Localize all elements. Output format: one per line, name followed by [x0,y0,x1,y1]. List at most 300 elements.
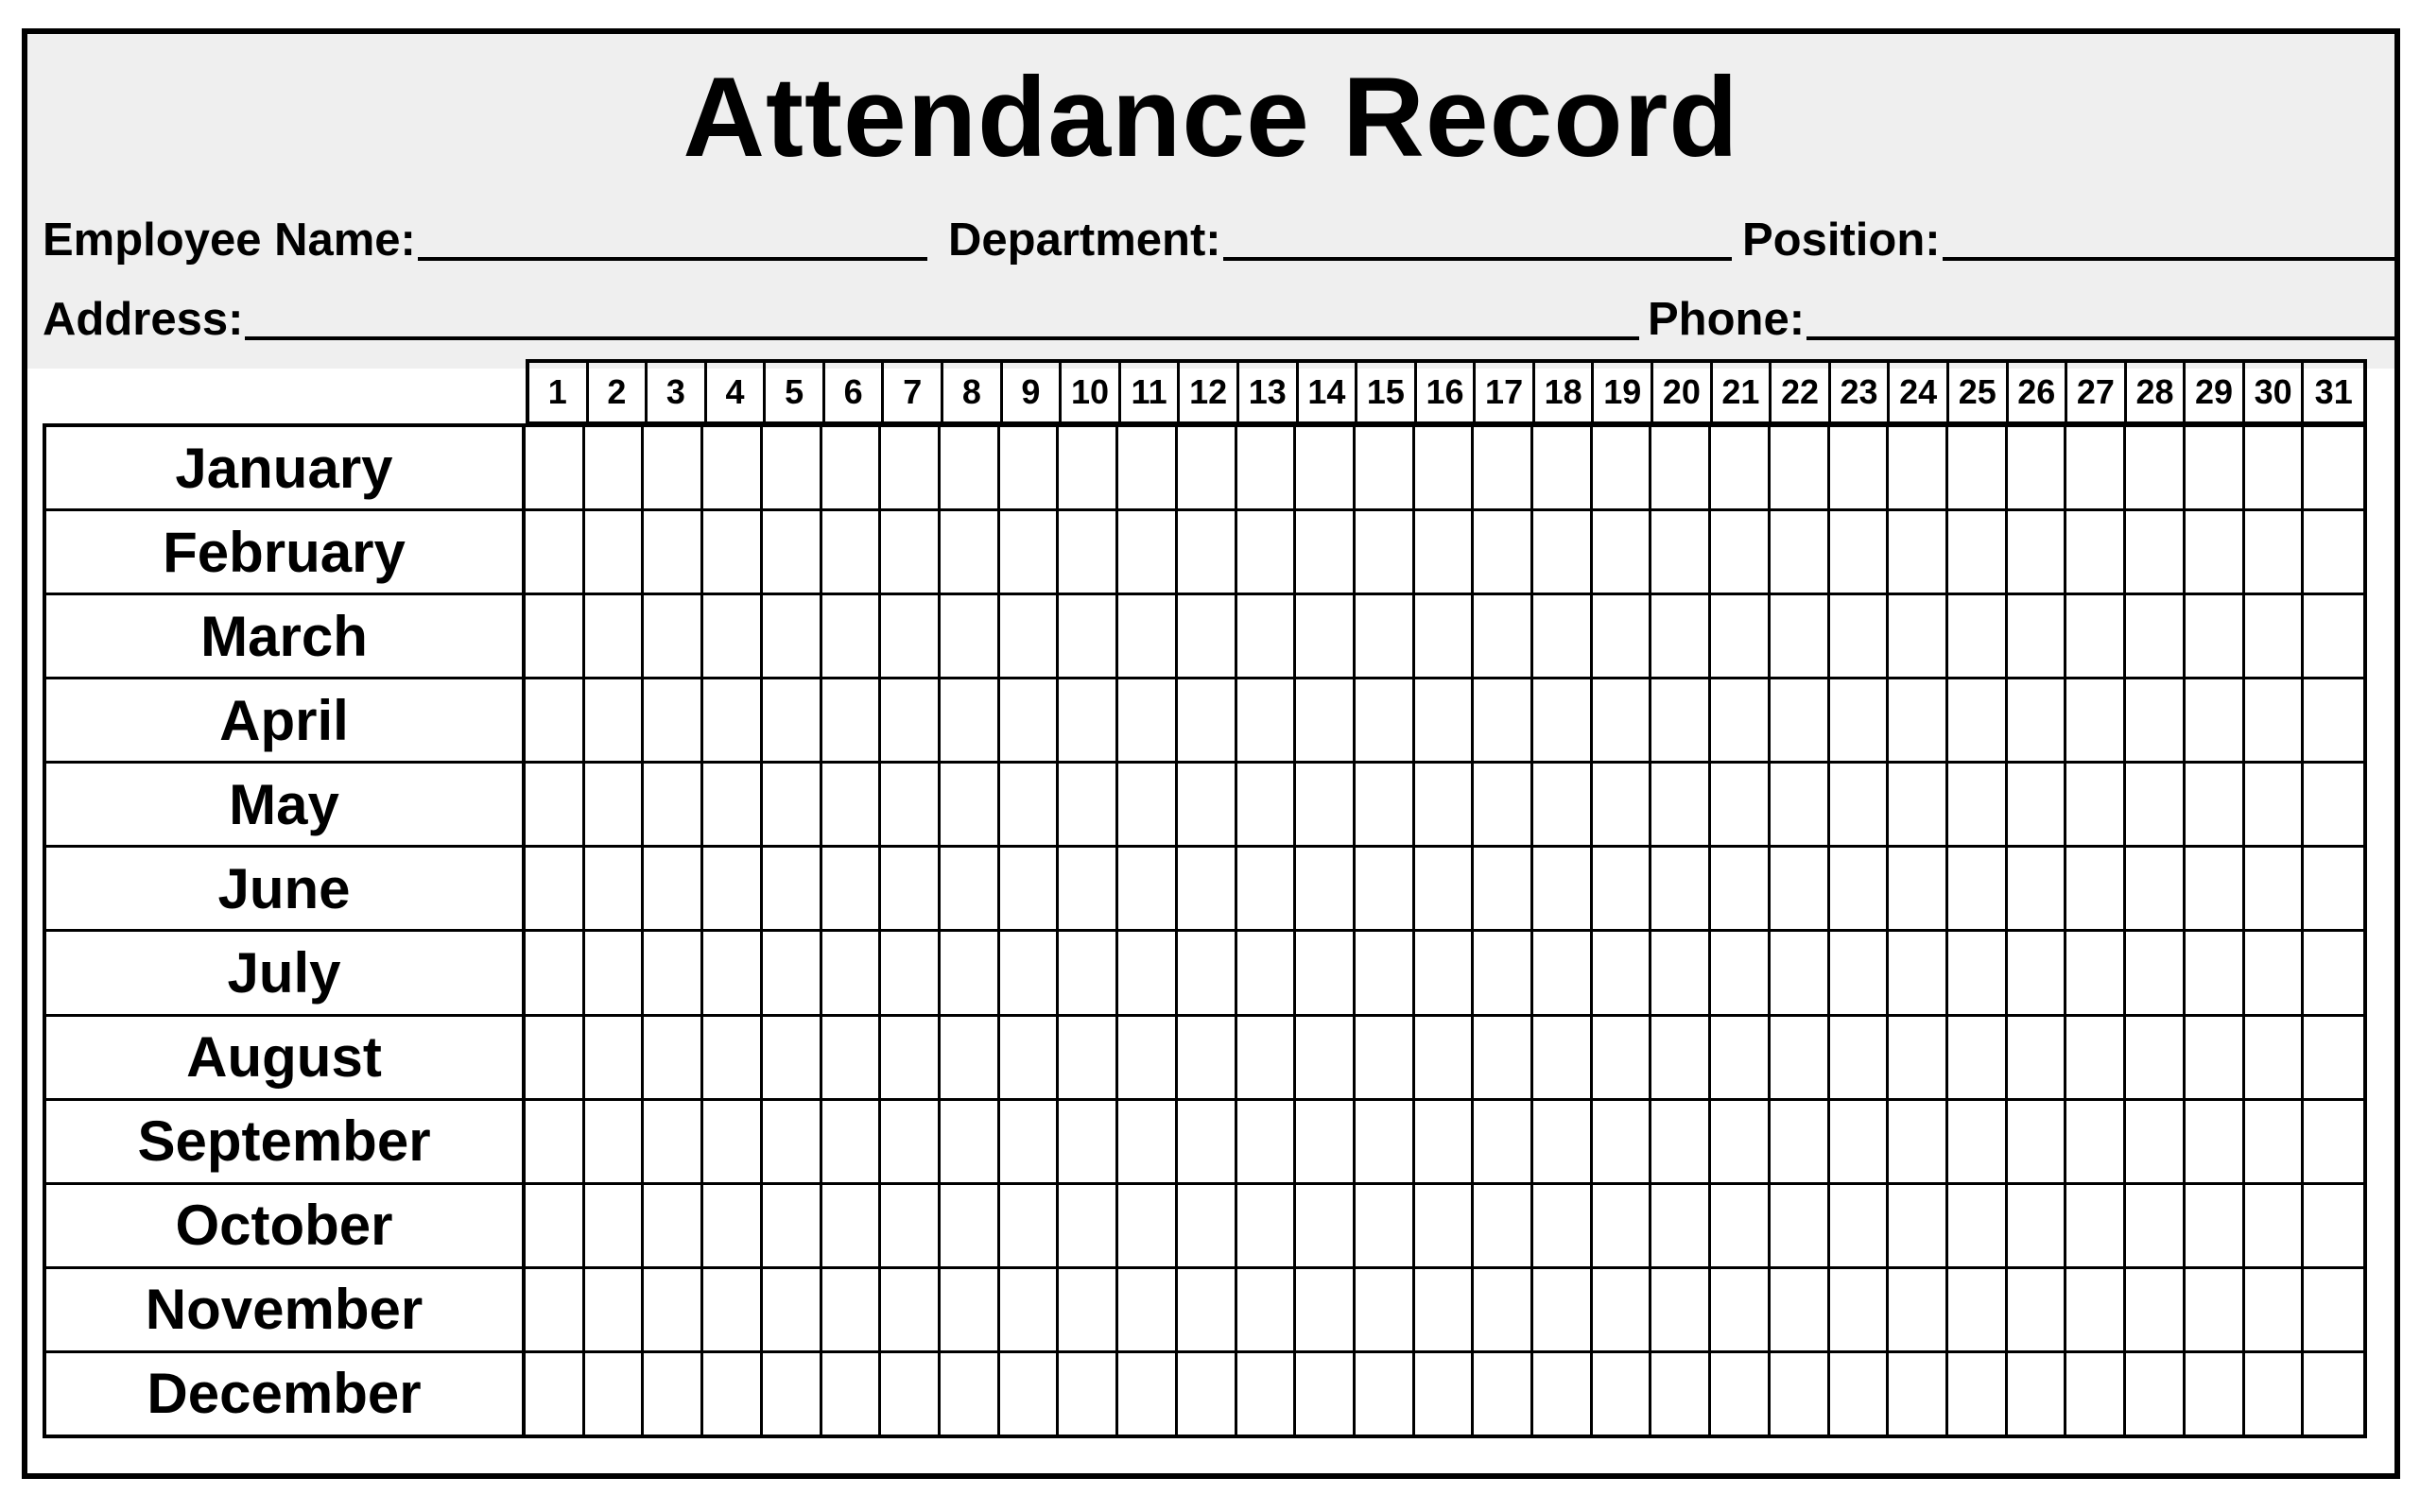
attendance-cell[interactable] [2008,511,2067,593]
attendance-cell[interactable] [1651,427,1711,508]
attendance-cell[interactable] [1651,848,1711,929]
attendance-cell[interactable] [1830,848,1890,929]
attendance-cell[interactable] [2304,679,2363,761]
attendance-cell[interactable] [526,848,585,929]
attendance-cell[interactable] [1948,1017,2008,1098]
attendance-cell[interactable] [1651,932,1711,1013]
attendance-cell[interactable] [2245,427,2305,508]
attendance-cell[interactable] [1296,1101,1356,1182]
attendance-cell[interactable] [1593,1269,1652,1350]
attendance-cell[interactable] [1771,511,1830,593]
attendance-cell[interactable] [703,595,763,677]
attendance-cell[interactable] [526,1269,585,1350]
department-field[interactable] [948,210,1732,266]
attendance-cell[interactable] [881,1185,941,1266]
attendance-cell[interactable] [1711,1101,1771,1182]
attendance-cell[interactable] [1237,511,1297,593]
attendance-cell[interactable] [881,427,941,508]
attendance-cell[interactable] [1178,1101,1237,1182]
attendance-cell[interactable] [2126,679,2186,761]
attendance-cell[interactable] [2304,848,2363,929]
attendance-cell[interactable] [2066,1017,2126,1098]
attendance-cell[interactable] [644,427,703,508]
attendance-cell[interactable] [2304,1353,2363,1435]
phone-blank[interactable] [1806,293,2394,340]
attendance-cell[interactable] [2304,1185,2363,1266]
attendance-cell[interactable] [1593,595,1652,677]
attendance-cell[interactable] [1356,679,1415,761]
attendance-cell[interactable] [1533,764,1593,845]
attendance-cell[interactable] [1059,511,1118,593]
attendance-cell[interactable] [881,679,941,761]
attendance-cell[interactable] [1059,595,1118,677]
phone-field[interactable] [1648,289,2394,346]
attendance-cell[interactable] [1711,1353,1771,1435]
attendance-cell[interactable] [1889,848,1948,929]
attendance-cell[interactable] [585,1017,645,1098]
address-field[interactable] [43,289,1639,346]
attendance-cell[interactable] [1830,1017,1890,1098]
attendance-cell[interactable] [763,1017,822,1098]
attendance-cell[interactable] [2245,1017,2305,1098]
attendance-cell[interactable] [1889,679,1948,761]
attendance-cell[interactable] [1771,1269,1830,1350]
attendance-cell[interactable] [2126,848,2186,929]
attendance-cell[interactable] [585,932,645,1013]
attendance-cell[interactable] [644,1101,703,1182]
attendance-cell[interactable] [1178,511,1237,593]
attendance-cell[interactable] [1415,1269,1475,1350]
attendance-cell[interactable] [763,511,822,593]
attendance-cell[interactable] [585,1353,645,1435]
attendance-cell[interactable] [2186,764,2245,845]
attendance-cell[interactable] [881,764,941,845]
attendance-cell[interactable] [2008,1017,2067,1098]
attendance-cell[interactable] [1356,1017,1415,1098]
attendance-cell[interactable] [526,595,585,677]
attendance-cell[interactable] [1000,1185,1060,1266]
attendance-cell[interactable] [1059,427,1118,508]
attendance-cell[interactable] [2186,1269,2245,1350]
attendance-cell[interactable] [703,427,763,508]
attendance-cell[interactable] [2245,595,2305,677]
attendance-cell[interactable] [1000,932,1060,1013]
attendance-cell[interactable] [1533,932,1593,1013]
attendance-cell[interactable] [1711,595,1771,677]
attendance-cell[interactable] [1533,595,1593,677]
attendance-cell[interactable] [1000,679,1060,761]
attendance-cell[interactable] [763,764,822,845]
attendance-cell[interactable] [763,1185,822,1266]
attendance-cell[interactable] [1830,1101,1890,1182]
attendance-cell[interactable] [2304,1269,2363,1350]
attendance-cell[interactable] [1830,1269,1890,1350]
attendance-cell[interactable] [1474,1185,1533,1266]
attendance-cell[interactable] [1118,1269,1178,1350]
attendance-cell[interactable] [703,932,763,1013]
attendance-cell[interactable] [1830,764,1890,845]
attendance-cell[interactable] [1533,848,1593,929]
attendance-cell[interactable] [1651,1017,1711,1098]
attendance-cell[interactable] [881,932,941,1013]
attendance-cell[interactable] [1948,679,2008,761]
attendance-cell[interactable] [1593,427,1652,508]
attendance-cell[interactable] [1771,679,1830,761]
attendance-cell[interactable] [2245,932,2305,1013]
address-blank[interactable] [245,293,1639,340]
attendance-cell[interactable] [941,1017,1000,1098]
attendance-cell[interactable] [881,511,941,593]
attendance-cell[interactable] [2008,595,2067,677]
attendance-cell[interactable] [1711,1017,1771,1098]
attendance-cell[interactable] [1889,427,1948,508]
attendance-cell[interactable] [822,848,882,929]
attendance-cell[interactable] [526,1017,585,1098]
attendance-cell[interactable] [585,1101,645,1182]
attendance-cell[interactable] [1000,764,1060,845]
attendance-cell[interactable] [1948,764,2008,845]
attendance-cell[interactable] [2126,764,2186,845]
attendance-cell[interactable] [2245,1185,2305,1266]
attendance-cell[interactable] [1830,679,1890,761]
attendance-cell[interactable] [1593,1017,1652,1098]
attendance-cell[interactable] [526,427,585,508]
attendance-cell[interactable] [1830,932,1890,1013]
attendance-cell[interactable] [1474,848,1533,929]
attendance-cell[interactable] [1237,1017,1297,1098]
attendance-cell[interactable] [1118,427,1178,508]
attendance-cell[interactable] [881,1101,941,1182]
attendance-cell[interactable] [1948,848,2008,929]
attendance-cell[interactable] [1296,427,1356,508]
attendance-cell[interactable] [526,679,585,761]
attendance-cell[interactable] [1178,848,1237,929]
attendance-cell[interactable] [1296,511,1356,593]
attendance-cell[interactable] [1830,1185,1890,1266]
attendance-cell[interactable] [1296,1017,1356,1098]
attendance-cell[interactable] [1771,1185,1830,1266]
attendance-cell[interactable] [644,679,703,761]
attendance-cell[interactable] [2245,1269,2305,1350]
attendance-cell[interactable] [1533,511,1593,593]
attendance-cell[interactable] [2126,932,2186,1013]
attendance-cell[interactable] [2245,511,2305,593]
attendance-cell[interactable] [2066,848,2126,929]
attendance-cell[interactable] [585,848,645,929]
attendance-cell[interactable] [763,1269,822,1350]
attendance-cell[interactable] [2126,595,2186,677]
attendance-cell[interactable] [941,427,1000,508]
attendance-cell[interactable] [1415,679,1475,761]
attendance-cell[interactable] [1356,1353,1415,1435]
attendance-cell[interactable] [2304,1101,2363,1182]
attendance-cell[interactable] [1948,1185,2008,1266]
attendance-cell[interactable] [1237,764,1297,845]
attendance-cell[interactable] [881,1269,941,1350]
attendance-cell[interactable] [1711,932,1771,1013]
attendance-cell[interactable] [1118,932,1178,1013]
attendance-cell[interactable] [1651,1185,1711,1266]
attendance-cell[interactable] [644,1353,703,1435]
attendance-cell[interactable] [1356,848,1415,929]
attendance-cell[interactable] [1059,1101,1118,1182]
attendance-cell[interactable] [1651,764,1711,845]
attendance-cell[interactable] [1830,427,1890,508]
attendance-cell[interactable] [1533,1353,1593,1435]
attendance-cell[interactable] [526,1185,585,1266]
attendance-cell[interactable] [2126,1353,2186,1435]
attendance-cell[interactable] [1889,764,1948,845]
attendance-cell[interactable] [763,932,822,1013]
attendance-cell[interactable] [1000,1353,1060,1435]
attendance-cell[interactable] [1771,1353,1830,1435]
attendance-cell[interactable] [881,1353,941,1435]
attendance-cell[interactable] [1651,511,1711,593]
attendance-cell[interactable] [822,1017,882,1098]
attendance-cell[interactable] [1771,427,1830,508]
attendance-cell[interactable] [1118,511,1178,593]
attendance-cell[interactable] [2066,1101,2126,1182]
attendance-cell[interactable] [2066,932,2126,1013]
attendance-cell[interactable] [1296,679,1356,761]
attendance-cell[interactable] [763,427,822,508]
attendance-cell[interactable] [1178,595,1237,677]
attendance-cell[interactable] [1178,932,1237,1013]
attendance-cell[interactable] [1771,848,1830,929]
attendance-cell[interactable] [2126,511,2186,593]
attendance-cell[interactable] [822,679,882,761]
attendance-cell[interactable] [1651,1269,1711,1350]
attendance-cell[interactable] [1000,1017,1060,1098]
attendance-cell[interactable] [1651,595,1711,677]
attendance-cell[interactable] [703,764,763,845]
attendance-cell[interactable] [1474,511,1533,593]
attendance-cell[interactable] [1059,1353,1118,1435]
attendance-cell[interactable] [941,679,1000,761]
attendance-cell[interactable] [2008,1269,2067,1350]
attendance-cell[interactable] [2008,1101,2067,1182]
attendance-cell[interactable] [1415,1353,1475,1435]
attendance-cell[interactable] [644,1017,703,1098]
attendance-cell[interactable] [2126,1269,2186,1350]
attendance-cell[interactable] [822,1185,882,1266]
attendance-cell[interactable] [1415,932,1475,1013]
attendance-cell[interactable] [1593,764,1652,845]
position-blank[interactable] [1943,214,2394,261]
attendance-cell[interactable] [2066,595,2126,677]
attendance-cell[interactable] [763,1101,822,1182]
attendance-cell[interactable] [585,764,645,845]
attendance-cell[interactable] [526,1101,585,1182]
attendance-cell[interactable] [2186,1353,2245,1435]
attendance-cell[interactable] [1889,1101,1948,1182]
attendance-cell[interactable] [2245,848,2305,929]
attendance-cell[interactable] [2008,427,2067,508]
attendance-cell[interactable] [2126,427,2186,508]
attendance-cell[interactable] [941,595,1000,677]
attendance-cell[interactable] [1593,511,1652,593]
attendance-cell[interactable] [2066,679,2126,761]
attendance-cell[interactable] [2008,679,2067,761]
attendance-cell[interactable] [1593,1101,1652,1182]
attendance-cell[interactable] [1533,1017,1593,1098]
attendance-cell[interactable] [1415,511,1475,593]
attendance-cell[interactable] [1237,1353,1297,1435]
attendance-cell[interactable] [1948,595,2008,677]
attendance-cell[interactable] [1059,1017,1118,1098]
attendance-cell[interactable] [1059,1269,1118,1350]
attendance-cell[interactable] [2304,511,2363,593]
attendance-cell[interactable] [2304,595,2363,677]
attendance-cell[interactable] [1415,1185,1475,1266]
attendance-cell[interactable] [2245,679,2305,761]
attendance-cell[interactable] [1533,427,1593,508]
attendance-cell[interactable] [526,1353,585,1435]
attendance-cell[interactable] [1711,1185,1771,1266]
attendance-cell[interactable] [1948,511,2008,593]
attendance-cell[interactable] [526,764,585,845]
attendance-cell[interactable] [2008,932,2067,1013]
attendance-cell[interactable] [2186,848,2245,929]
attendance-cell[interactable] [1296,848,1356,929]
attendance-cell[interactable] [881,848,941,929]
attendance-cell[interactable] [1296,1353,1356,1435]
attendance-cell[interactable] [1474,764,1533,845]
attendance-cell[interactable] [1711,679,1771,761]
attendance-cell[interactable] [1059,932,1118,1013]
attendance-cell[interactable] [1771,1017,1830,1098]
attendance-cell[interactable] [1474,1017,1533,1098]
attendance-cell[interactable] [763,595,822,677]
attendance-cell[interactable] [941,1353,1000,1435]
attendance-cell[interactable] [1415,1017,1475,1098]
attendance-cell[interactable] [2245,1353,2305,1435]
attendance-cell[interactable] [1830,511,1890,593]
attendance-cell[interactable] [1178,679,1237,761]
attendance-cell[interactable] [941,511,1000,593]
attendance-cell[interactable] [1000,1269,1060,1350]
attendance-cell[interactable] [1237,595,1297,677]
attendance-cell[interactable] [2186,679,2245,761]
attendance-cell[interactable] [822,1353,882,1435]
attendance-cell[interactable] [1000,1101,1060,1182]
attendance-cell[interactable] [1948,1101,2008,1182]
attendance-cell[interactable] [763,848,822,929]
attendance-cell[interactable] [1533,1185,1593,1266]
attendance-cell[interactable] [1771,595,1830,677]
attendance-cell[interactable] [1118,764,1178,845]
attendance-cell[interactable] [2186,1185,2245,1266]
attendance-cell[interactable] [644,595,703,677]
attendance-cell[interactable] [1415,848,1475,929]
attendance-cell[interactable] [1651,1353,1711,1435]
employee-name-blank[interactable] [418,214,927,261]
attendance-cell[interactable] [644,1185,703,1266]
attendance-cell[interactable] [2186,427,2245,508]
attendance-cell[interactable] [1889,595,1948,677]
attendance-cell[interactable] [763,679,822,761]
attendance-cell[interactable] [2008,764,2067,845]
attendance-cell[interactable] [1474,1353,1533,1435]
attendance-cell[interactable] [2304,932,2363,1013]
attendance-cell[interactable] [1178,1185,1237,1266]
attendance-cell[interactable] [1000,848,1060,929]
attendance-cell[interactable] [1178,1017,1237,1098]
attendance-cell[interactable] [2126,1017,2186,1098]
attendance-cell[interactable] [1948,1269,2008,1350]
attendance-cell[interactable] [1948,427,2008,508]
attendance-cell[interactable] [585,1269,645,1350]
attendance-cell[interactable] [1118,679,1178,761]
attendance-cell[interactable] [822,1269,882,1350]
attendance-cell[interactable] [1118,848,1178,929]
attendance-cell[interactable] [1237,932,1297,1013]
attendance-cell[interactable] [1415,427,1475,508]
attendance-cell[interactable] [1711,427,1771,508]
attendance-cell[interactable] [1593,932,1652,1013]
attendance-cell[interactable] [2304,764,2363,845]
attendance-cell[interactable] [1059,679,1118,761]
attendance-cell[interactable] [1711,764,1771,845]
attendance-cell[interactable] [1178,1269,1237,1350]
attendance-cell[interactable] [526,932,585,1013]
attendance-cell[interactable] [1178,764,1237,845]
attendance-cell[interactable] [1593,679,1652,761]
attendance-cell[interactable] [1356,427,1415,508]
attendance-cell[interactable] [822,427,882,508]
attendance-cell[interactable] [1000,427,1060,508]
attendance-cell[interactable] [1948,932,2008,1013]
attendance-cell[interactable] [1356,932,1415,1013]
attendance-cell[interactable] [1000,511,1060,593]
attendance-cell[interactable] [1296,595,1356,677]
attendance-cell[interactable] [644,932,703,1013]
attendance-cell[interactable] [703,848,763,929]
attendance-cell[interactable] [881,1017,941,1098]
attendance-cell[interactable] [1474,1101,1533,1182]
attendance-cell[interactable] [941,848,1000,929]
attendance-cell[interactable] [1593,1185,1652,1266]
attendance-cell[interactable] [1178,427,1237,508]
attendance-cell[interactable] [1771,1101,1830,1182]
attendance-cell[interactable] [703,1269,763,1350]
attendance-cell[interactable] [1356,1269,1415,1350]
attendance-cell[interactable] [1474,679,1533,761]
attendance-cell[interactable] [1356,511,1415,593]
department-blank[interactable] [1223,214,1732,261]
attendance-cell[interactable] [1296,1269,1356,1350]
attendance-cell[interactable] [2245,1101,2305,1182]
attendance-cell[interactable] [2186,595,2245,677]
attendance-cell[interactable] [2066,511,2126,593]
attendance-cell[interactable] [2186,1017,2245,1098]
attendance-cell[interactable] [703,1017,763,1098]
attendance-cell[interactable] [941,1269,1000,1350]
attendance-cell[interactable] [1474,1269,1533,1350]
attendance-cell[interactable] [822,1101,882,1182]
attendance-cell[interactable] [644,1269,703,1350]
attendance-cell[interactable] [763,1353,822,1435]
attendance-cell[interactable] [1356,764,1415,845]
attendance-cell[interactable] [585,427,645,508]
attendance-cell[interactable] [1118,1101,1178,1182]
employee-name-field[interactable] [43,210,927,266]
attendance-cell[interactable] [1771,764,1830,845]
attendance-cell[interactable] [1356,1101,1415,1182]
attendance-cell[interactable] [941,1101,1000,1182]
attendance-cell[interactable] [881,595,941,677]
attendance-cell[interactable] [1593,848,1652,929]
